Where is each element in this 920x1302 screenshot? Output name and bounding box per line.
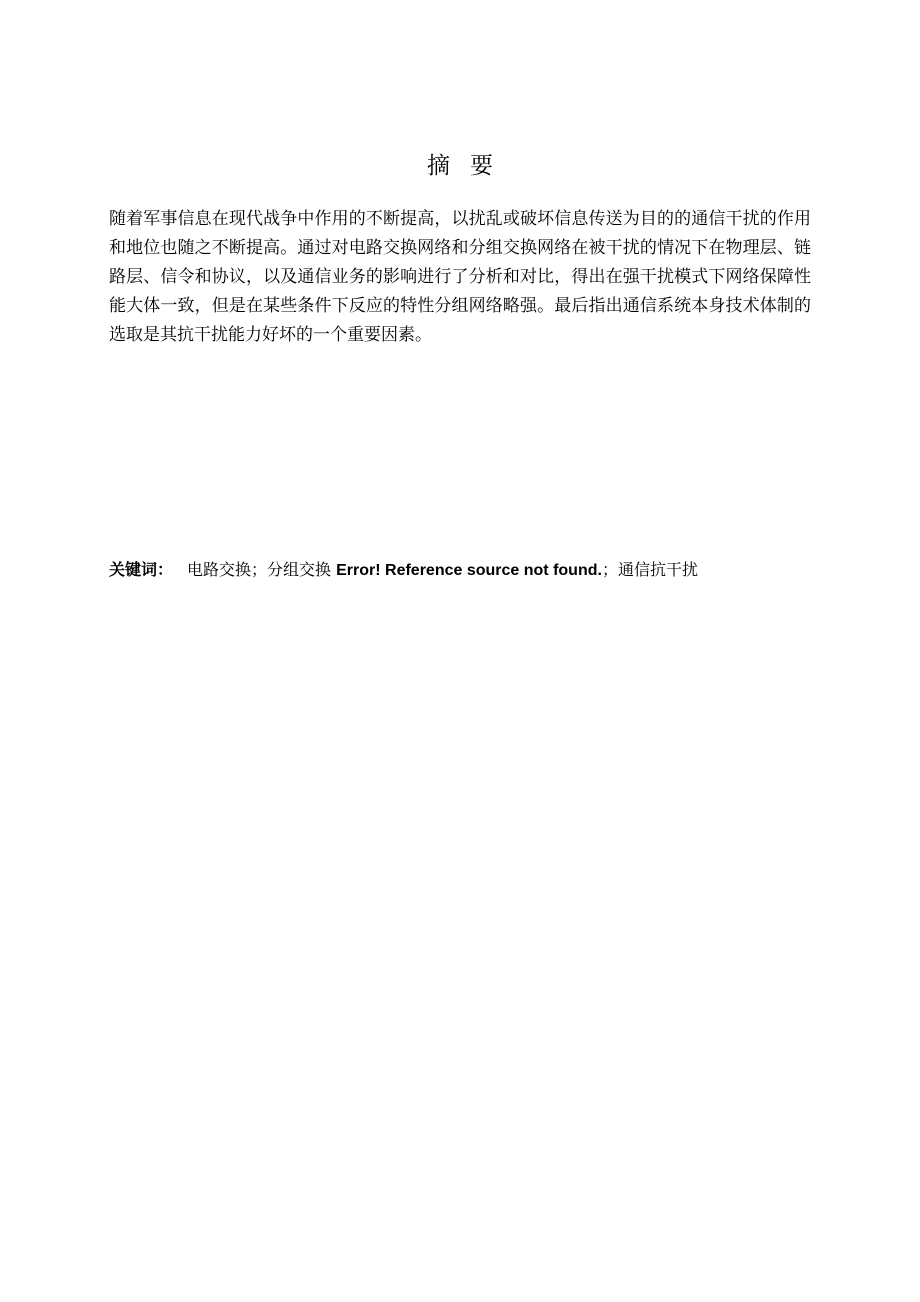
reference-error-text: Error! Reference source not found. (336, 562, 602, 579)
abstract-title: 摘要 (427, 153, 513, 179)
keywords-text-1: 电路交换；分组交换 (187, 560, 337, 579)
keywords-line (109, 555, 829, 586)
keywords-label: 关键词： (109, 560, 174, 579)
keywords-text-2: ；通信抗干扰 (601, 560, 698, 579)
abstract-paragraph: 随着军事信息在现代战争中作用的不断提高，以扰乱或破坏信息传送为目的的通信干扰的作用和地位也随之不断提高。通过对电路交换网络和分组交换网络在被干扰的情况下在物理层、链路层、信令和协议，以及通信业务的影响进行了分析和对比，得出在强干扰模式下网络保障性能大体一致，但是在某些条件下反应的特性分组网络略强。最后指出通信系统本身技术体制的选取是其抗干扰能力好坏的一个重要因素。 (109, 209, 811, 345)
